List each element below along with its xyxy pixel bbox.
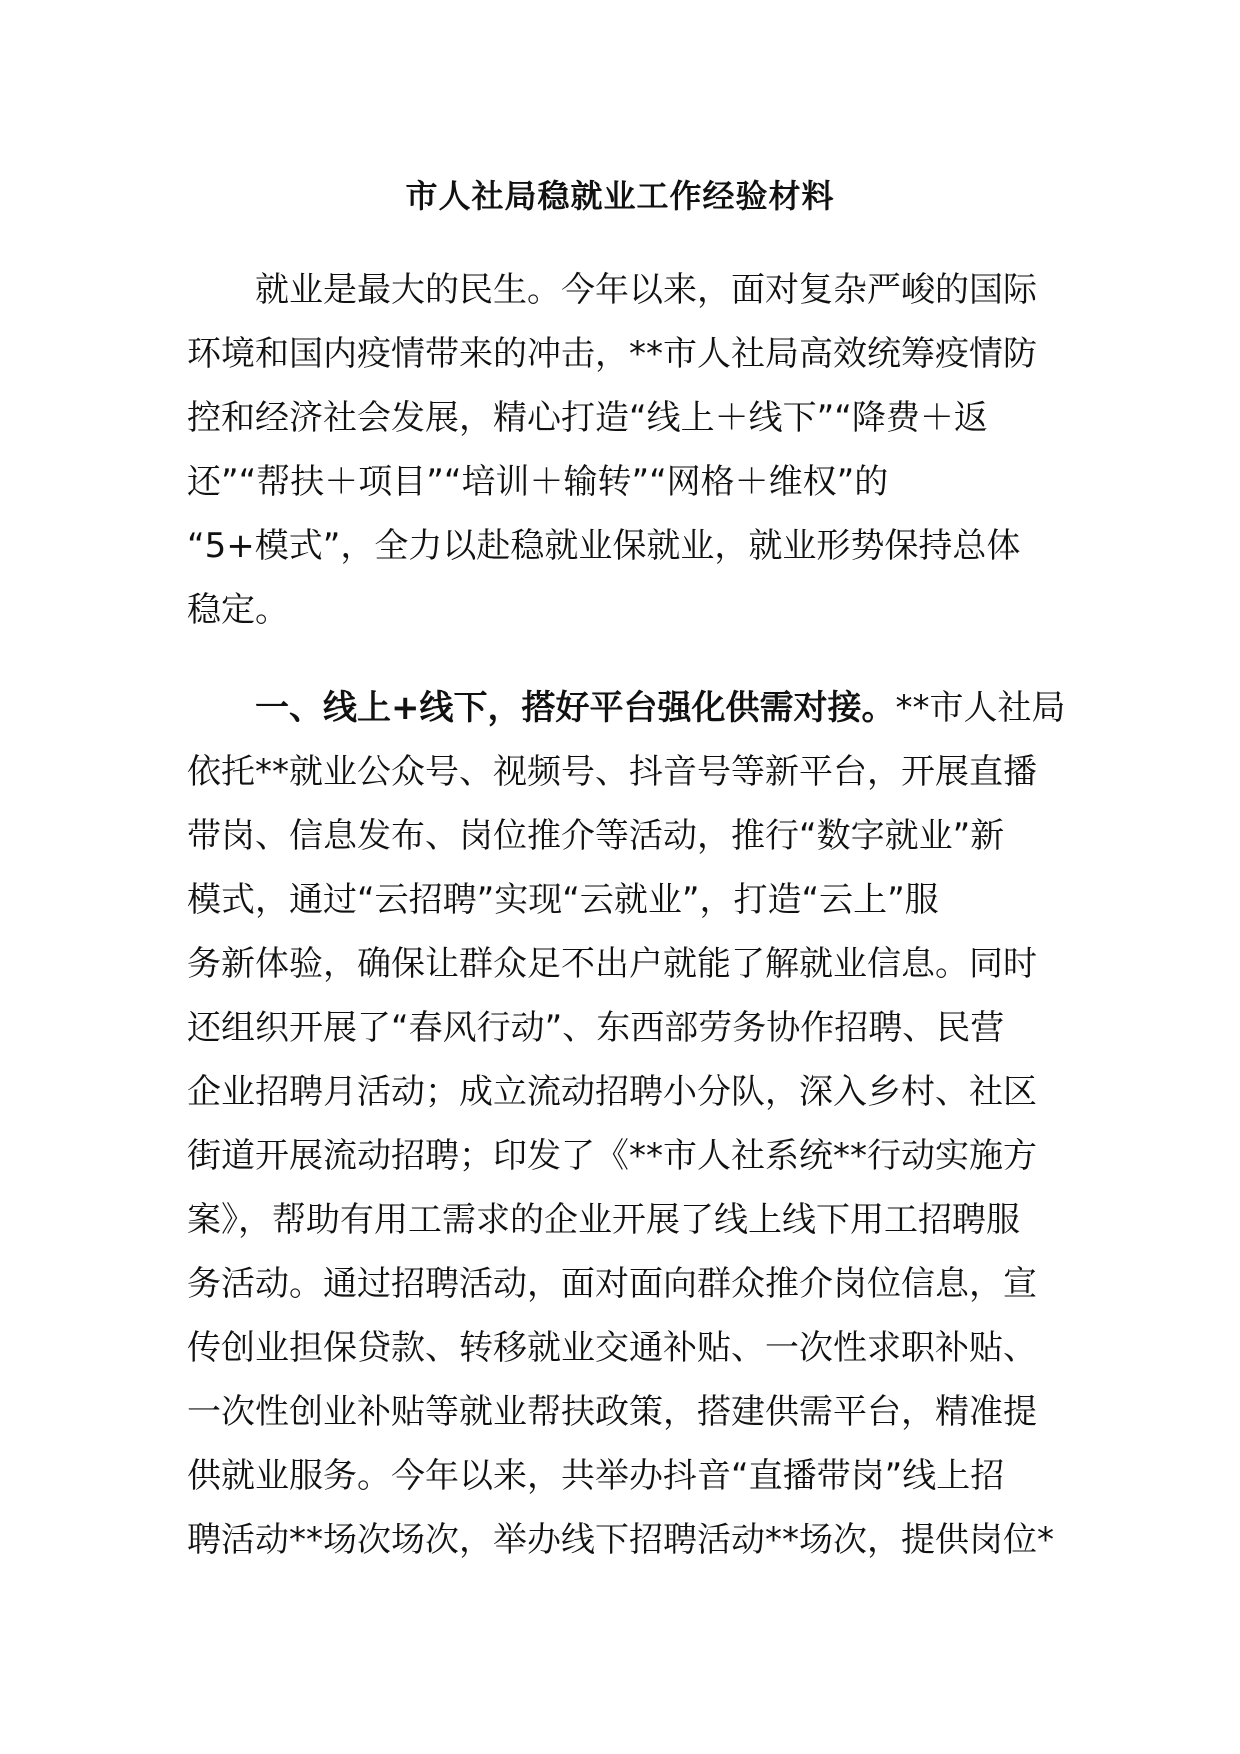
text-line: 一次性创业补贴等就业帮扶政策，搭建供需平台，精准提 (187, 1392, 1037, 1432)
text-line: 还”“帮扶＋项目”“培训＋输转”“网格＋维权”的 (187, 462, 889, 502)
text-line: 供就业服务。今年以来，共举办抖音“直播带岗”线上招 (187, 1456, 1005, 1496)
text-line: 传创业担保贷款、转移就业交通补贴、一次性求职补贴、 (187, 1328, 1037, 1368)
section-1-heading: 一、线上+线下，搭好平台强化供需对接。 (255, 688, 896, 728)
text-line: “5+模式”，全力以赴稳就业保就业，就业形势保持总体 (187, 526, 1021, 566)
text-line: 务活动。通过招聘活动，面对面向群众推介岗位信息，宣 (187, 1264, 1037, 1304)
text-line: 控和经济社会发展，精心打造“线上＋线下”“降费＋返 (187, 398, 988, 438)
text-line: 务新体验，确保让群众足不出户就能了解就业信息。同时 (187, 944, 1037, 984)
text-line: 案》，帮助有用工需求的企业开展了线上线下用工招聘服 (187, 1200, 1020, 1240)
section-1-first-line-rest: **市人社局 (895, 688, 1066, 728)
text-line: 聘活动**场次场次，举办线下招聘活动**场次，提供岗位* (187, 1520, 1054, 1560)
text-line: 企业招聘月活动；成立流动招聘小分队，深入乡村、社区 (187, 1072, 1037, 1112)
text-line: 带岗、信息发布、岗位推介等活动，推行“数字就业”新 (187, 816, 1005, 856)
text-line: 模式，通过“云招聘”实现“云就业”，打造“云上”服 (187, 880, 939, 920)
section-1-first-line (187, 676, 1066, 740)
text-line: 还组织开展了“春风行动”、东西部劳务协作招聘、民营 (187, 1008, 1005, 1048)
text-line: 环境和国内疫情带来的冲击，**市人社局高效统筹疫情防 (187, 334, 1037, 374)
section-1-paragraph (187, 676, 1066, 1572)
text-line: 街道开展流动招聘；印发了《**市人社系统**行动实施方 (187, 1136, 1037, 1176)
intro-paragraph (187, 258, 1055, 642)
text-line: 依托**就业公众号、视频号、抖音号等新平台，开展直播 (187, 752, 1037, 792)
text-line: 就业是最大的民生。今年以来，面对复杂严峻的国际 (255, 270, 1037, 310)
document-title: 市人社局稳就业工作经验材料 (405, 177, 835, 215)
text-line: 稳定。 (187, 590, 289, 630)
